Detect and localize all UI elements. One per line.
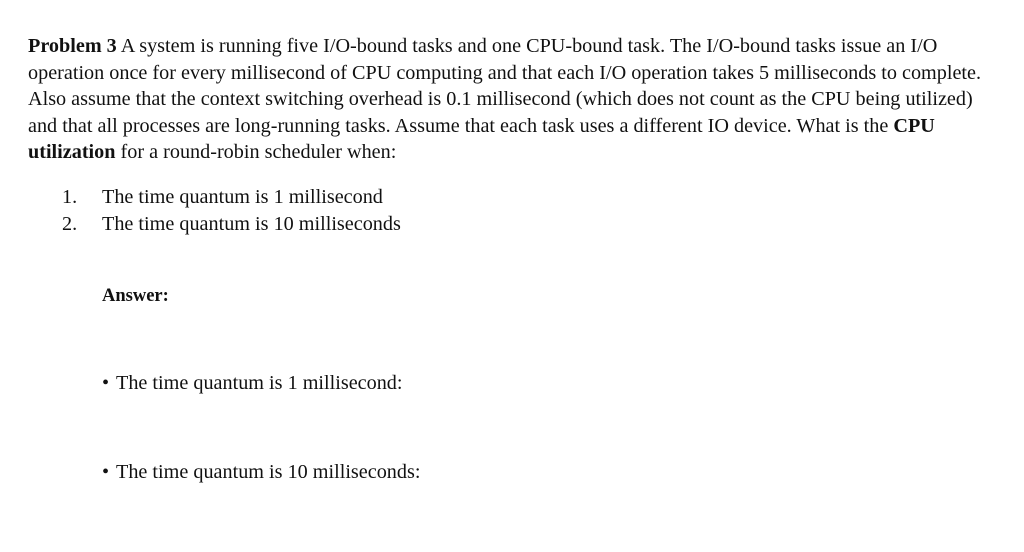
question-number: 2. <box>62 213 78 235</box>
answer-item-text: The time quantum is 1 millisecond: <box>116 372 403 394</box>
bullet-icon: • <box>102 461 110 483</box>
problem-statement <box>28 33 1003 166</box>
answer-item <box>102 372 403 395</box>
problem-text: A system is running five I/O-bound tasks and one CPU-bound task. The I/O-bound tasks issue an I/O operation once for every millisecond of CPU computing and that each I/O operation takes 5 milliseconds to complete. Also assume that the context switching overhead is 0.1 millisecond (which does not count as the CPU being utilized) and that all processes are long-running tasks. Assume that each task uses a different IO device. What is the <box>28 35 982 137</box>
question-text: The time quantum is 1 millisecond <box>102 186 383 208</box>
answer-item <box>102 461 420 484</box>
question-item <box>62 184 401 211</box>
question-text: The time quantum is 10 milliseconds <box>102 213 401 235</box>
answer-item-text: The time quantum is 10 milliseconds: <box>116 461 421 483</box>
problem-text-end: for a round-robin scheduler when: <box>115 141 397 164</box>
bullet-icon: • <box>102 372 110 394</box>
question-list <box>62 184 401 238</box>
question-number: 1. <box>62 186 78 208</box>
problem-heading: Problem 3 <box>28 35 117 57</box>
question-item <box>62 211 401 238</box>
cpu-utilization-term: CPU utilization <box>28 114 935 164</box>
answer-label: Answer: <box>102 286 169 306</box>
